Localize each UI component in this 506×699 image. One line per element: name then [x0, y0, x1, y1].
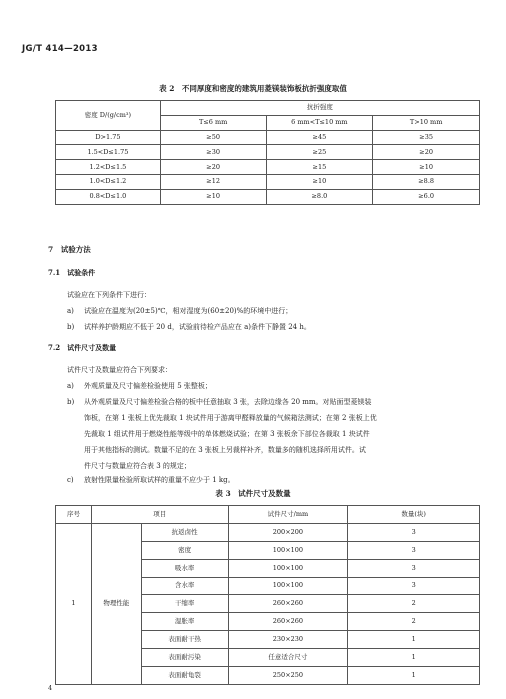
strength-group-header: 抗折强度: [160, 101, 479, 116]
list-item: 试验应在温度为(20±5)℃，相对湿度为(60±20)%的环境中进行；: [84, 307, 293, 315]
item-cell: 抗返卤性: [141, 523, 228, 541]
value-cell: ≥25: [266, 145, 373, 160]
count-cell: 3: [348, 577, 480, 595]
table-row: [56, 160, 480, 175]
size-header: 试件尺寸/mm: [228, 506, 348, 524]
size-cell: 200×200: [228, 523, 348, 541]
thickness-header: T≤6 mm: [160, 115, 266, 130]
size-cell: 230×230: [228, 631, 348, 649]
table-row: [56, 145, 480, 160]
count-cell: 2: [348, 613, 480, 631]
count-cell: 3: [348, 559, 480, 577]
count-cell: 3: [348, 541, 480, 559]
density-cell: 1.5<D≤1.75: [56, 145, 161, 160]
size-cell: 100×100: [228, 541, 348, 559]
item-cell: 吸水率: [141, 559, 228, 577]
value-cell: ≥30: [160, 145, 266, 160]
value-cell: ≥10: [160, 189, 266, 204]
subsection-title: 7.1 试验条件: [48, 268, 96, 277]
count-cell: 1: [348, 631, 480, 649]
size-cell: 260×260: [228, 595, 348, 613]
list-item: 试样养护龄期应不低于 20 d，试验前待检产品应在 a)条件下静置 24 h。: [84, 323, 311, 331]
size-cell: 100×100: [228, 559, 348, 577]
count-cell: 1: [348, 667, 480, 685]
list-item-line: 用于其他指标的测试。数量不足的在 3 张板上另裁样补齐，数量多的随机选择所用试件。试: [84, 446, 366, 454]
group-cell: 物理性能: [91, 523, 141, 684]
list-item-line: 件尺寸与数量应符合表 3 的规定；: [84, 462, 191, 470]
paragraph-intro: 试验应在下列条件下进行：: [67, 291, 151, 299]
value-cell: ≥8.8: [373, 174, 480, 189]
item-cell: 表面耐污染: [141, 649, 228, 667]
table2-caption: 表 2 不同厚度和密度的建筑用菱镁装饰板抗折强度取值: [159, 84, 347, 93]
list-label: a): [67, 307, 74, 315]
value-cell: ≥20: [160, 160, 266, 175]
thickness-header: T>10 mm: [373, 115, 480, 130]
count-cell: 1: [348, 649, 480, 667]
subsection-title: 7.2 试件尺寸及数量: [48, 343, 117, 352]
value-cell: ≥6.0: [373, 189, 480, 204]
item-header: 项目: [91, 506, 228, 524]
paragraph-intro: 试件尺寸及数量应符合下列要求：: [67, 366, 172, 374]
specimen-table: [55, 505, 480, 685]
seq-cell: 1: [56, 523, 92, 684]
section-heading: 7 试验方法: [48, 245, 91, 254]
table-row: [56, 174, 480, 189]
list-label: b): [67, 323, 75, 331]
value-cell: ≥10: [373, 160, 480, 175]
value-cell: ≥35: [373, 130, 480, 145]
value-cell: ≥50: [160, 130, 266, 145]
list-item-line: 从外观质量及尺寸偏差检验合格的板中任意抽取 3 张，去除边缘各 20 mm。对贴面型菱镁装: [84, 398, 372, 406]
size-cell: 任意适合尺寸: [228, 649, 348, 667]
thickness-header: 6 mm<T≤10 mm: [266, 115, 373, 130]
item-cell: 密度: [141, 541, 228, 559]
value-cell: ≥15: [266, 160, 373, 175]
seq-header: 序号: [56, 506, 92, 524]
table-row: [56, 130, 480, 145]
value-cell: ≥12: [160, 174, 266, 189]
list-item: 外观质量及尺寸偏差检验使用 5 张整板；: [84, 382, 212, 390]
list-item-line: 先裁取 1 组试件用于燃烧性能等级中的单体燃烧试验；在第 3 张板余下部位各裁取 1 块试件: [84, 430, 370, 438]
value-cell: ≥8.0: [266, 189, 373, 204]
item-cell: 湿胀率: [141, 613, 228, 631]
size-cell: 250×250: [228, 667, 348, 685]
value-cell: ≥20: [373, 145, 480, 160]
list-label: b): [67, 398, 75, 406]
list-label: a): [67, 382, 74, 390]
table-row: [56, 523, 480, 541]
list-item: 放射性限量检验所取试样的重量不应少于 1 kg。: [84, 476, 235, 484]
density-header: 密度 D/(g/cm³): [56, 101, 161, 131]
density-cell: 1.0<D≤1.2: [56, 174, 161, 189]
strength-table: [55, 100, 480, 205]
count-cell: 2: [348, 595, 480, 613]
page-number: 4: [48, 684, 53, 692]
density-cell: 1.2<D≤1.5: [56, 160, 161, 175]
density-cell: 0.8<D≤1.0: [56, 189, 161, 204]
list-label: c): [67, 476, 74, 484]
list-item-line: 饰板，在第 1 张板上优先裁取 1 块试件用于游离甲醛释放量的气候箱法测试；在第 2 张板上优: [84, 414, 377, 422]
value-cell: ≥10: [266, 174, 373, 189]
table3-caption: 表 3 试件尺寸及数量: [215, 489, 291, 498]
item-cell: 干缩率: [141, 595, 228, 613]
table-row: [56, 189, 480, 204]
item-cell: 表面耐干热: [141, 631, 228, 649]
size-cell: 100×100: [228, 577, 348, 595]
item-cell: 表面耐龟裂: [141, 667, 228, 685]
item-cell: 含水率: [141, 577, 228, 595]
value-cell: ≥45: [266, 130, 373, 145]
size-cell: 260×260: [228, 613, 348, 631]
density-cell: D>1.75: [56, 130, 161, 145]
count-header: 数量(块): [348, 506, 480, 524]
count-cell: 3: [348, 523, 480, 541]
standard-code-header: JG/T 414—2013: [22, 44, 98, 54]
